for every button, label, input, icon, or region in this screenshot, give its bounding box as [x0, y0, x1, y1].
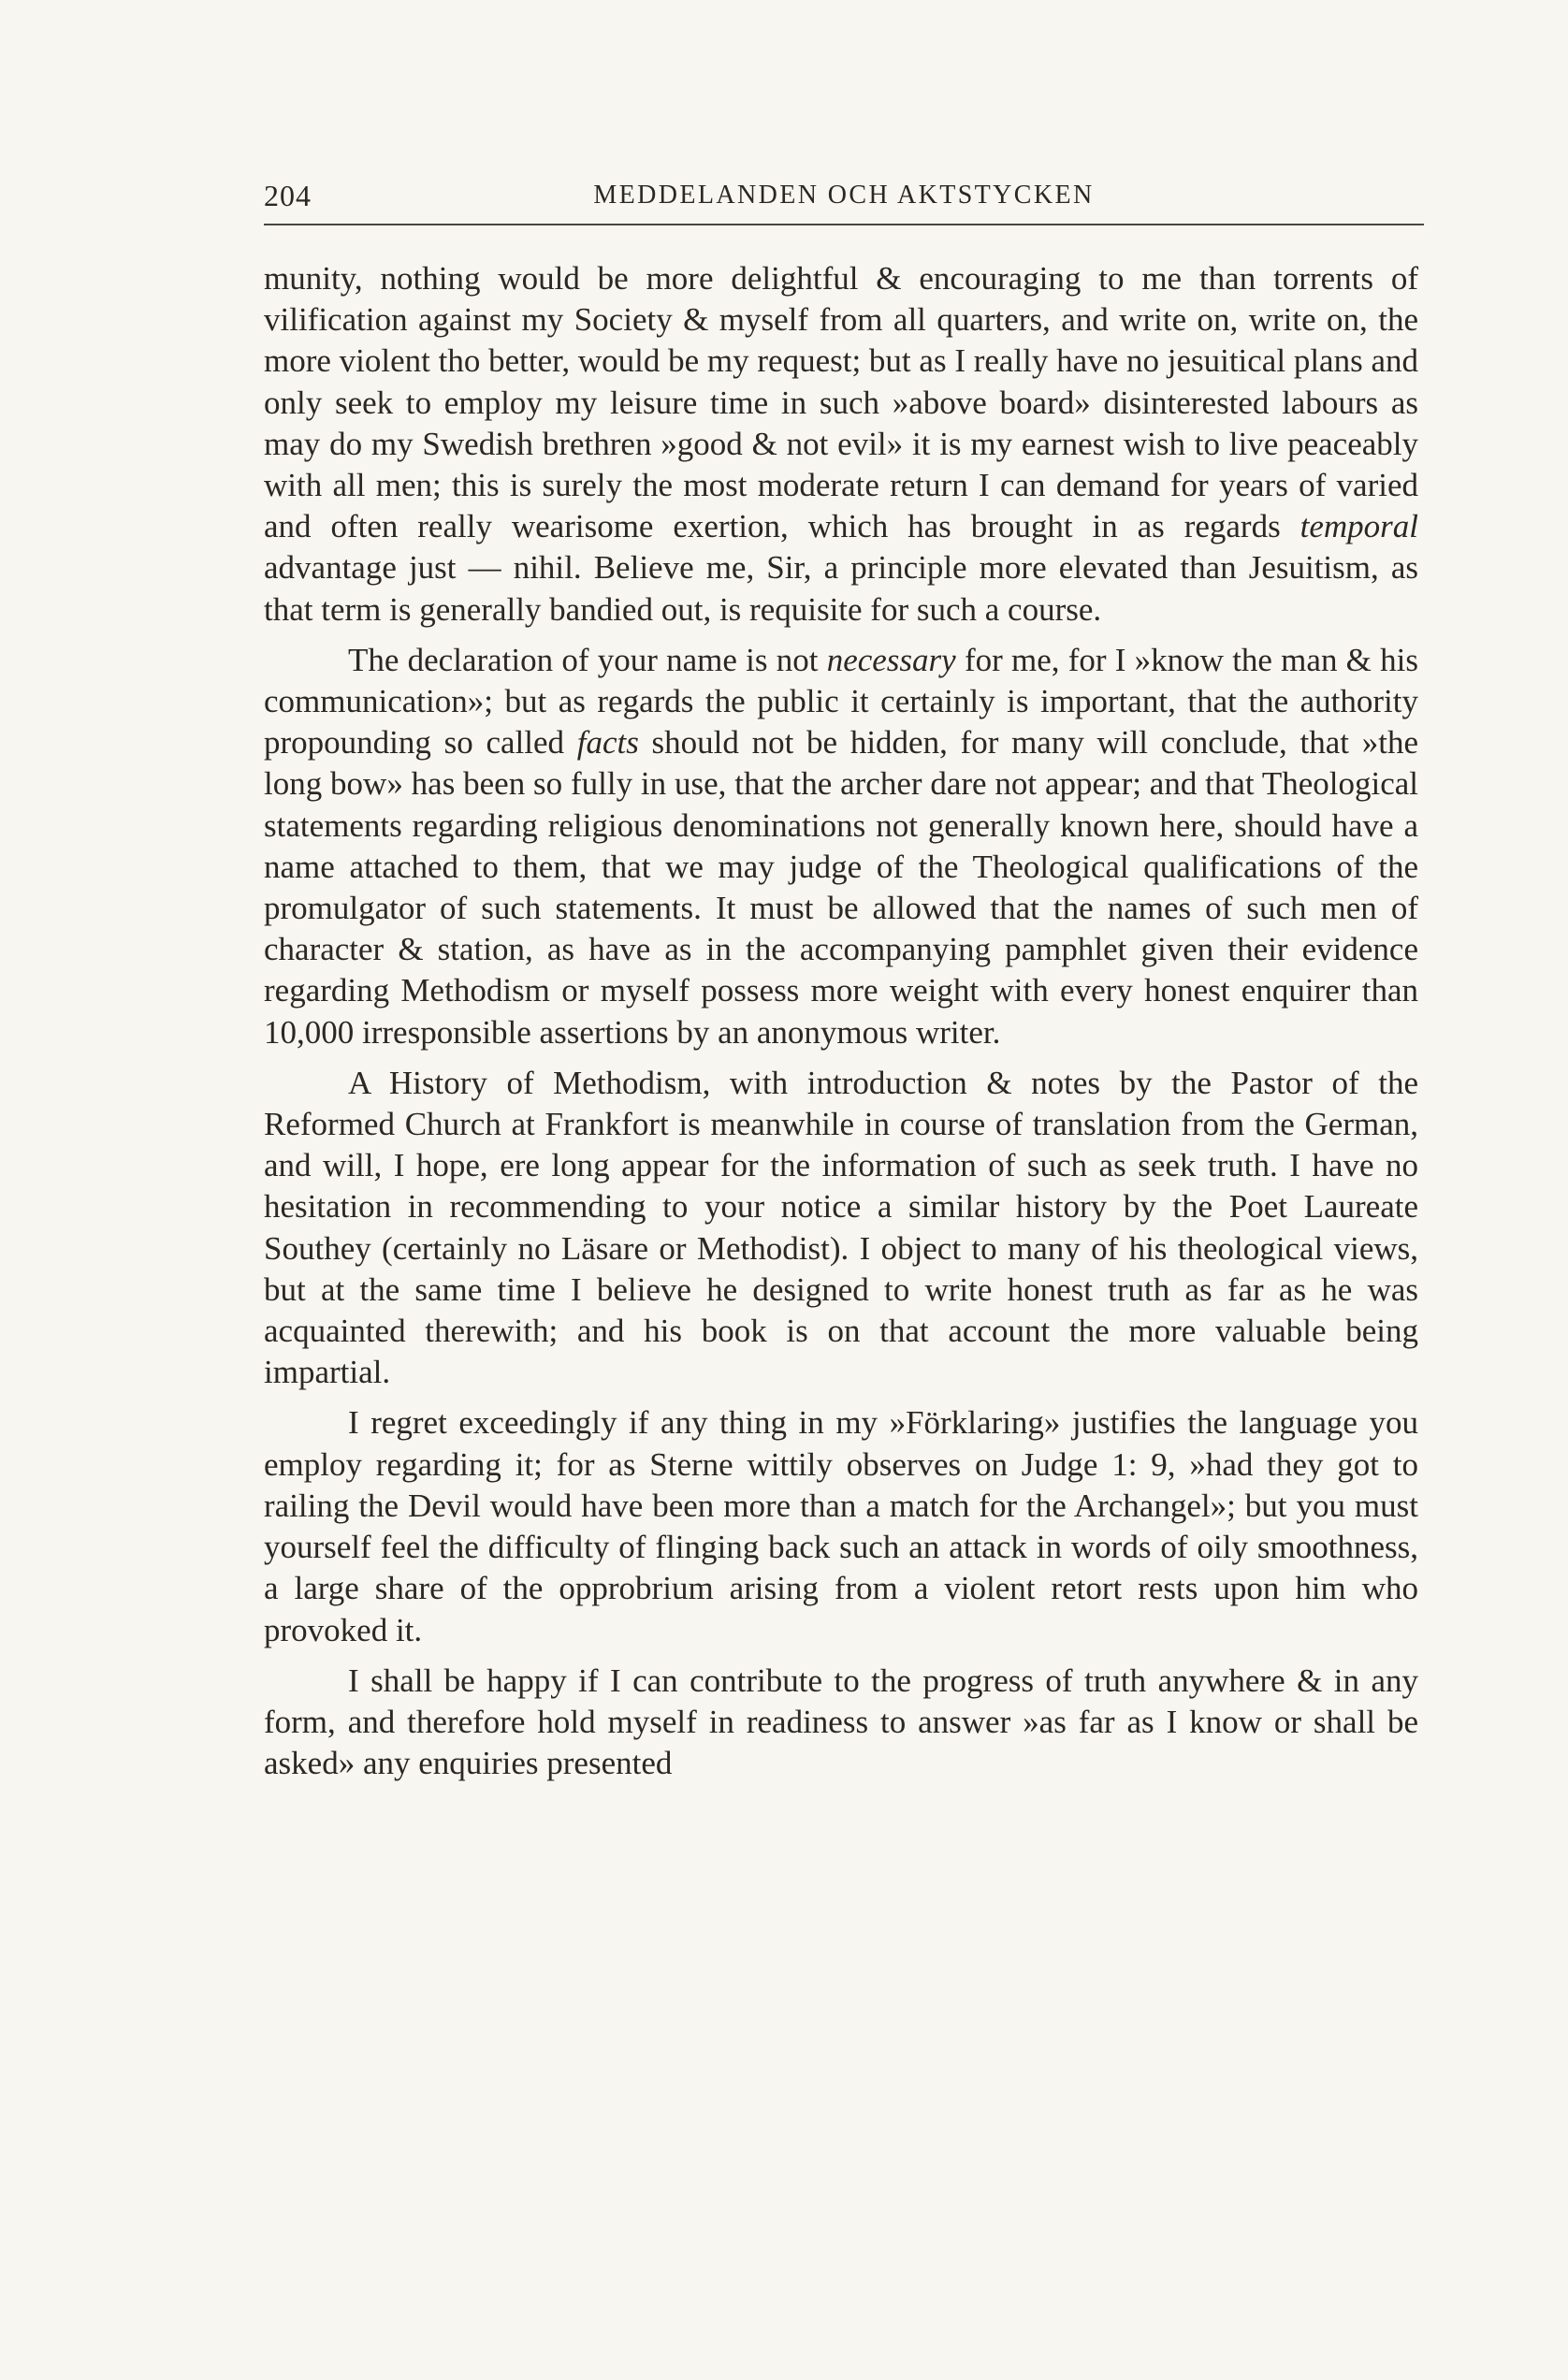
text-run: advantage just — nihil. Believe me, Sir, a principle more elevated than Jesuitism, as that term is generally bandied out, is requisite for such a course.	[264, 549, 1418, 628]
text-run: for me, for I »know the man & his communication»; but as regards the public it certainly is important, that the authority propounding so called	[264, 641, 1418, 762]
text-run: I regret exceedingly if any thing in my »Förklaring» justifies the language you employ regarding it; for as Sterne wittily observes on Judge 1: 9, »had they got to railing the Devil would have been more than a match for the Archangel»; but you must yourself feel the difficulty of flinging back such an attack in words of oily smoothness, a large share of the opprobrium arising from a violent retort rests upon him who provoked it.	[264, 1404, 1418, 1648]
paragraph	[264, 258, 1418, 631]
paragraph	[264, 1402, 1418, 1650]
text-run: should not be hidden, for many will conclude, that »the long bow» has been so fully in use, that the archer dare not appear; and that Theological statements regarding religious denominations not generally known here, should have a name attached to them, that we may judge of the Theological qualifications of the promulgator of such statements. It must be allowed that the names of such men of character & station, as have as in the accompanying pamphlet given their evidence regarding Methodism or myself possess more weight with every honest enquirer than 10,000 irresponsible assertions by an anonymous writer.	[264, 724, 1418, 1051]
text-run: munity, nothing would be more delightful & encouraging to me than torrents of vilification against my Society & myself from all quarters, and write on, write on, the more violent tho better, would be my request; but as I really have no jesuitical plans and only seek to employ my leisure time in such »above board» disinterested labours as may do my Swedish brethren »good & not evil» it is my earnest wish to live peaceably with all men; this is surely the most moderate return I can demand for years of varied and often really wearisome exertion, which has brought in as regards	[264, 260, 1418, 545]
body-text	[264, 258, 1418, 1784]
italic-term: necessary	[826, 641, 956, 678]
text-run: I shall be happy if I can contribute to the progress of truth anywhere & in any form, and therefore hold myself in readiness to answer »as far as I know or shall be asked» any enquiries presented	[264, 1662, 1418, 1782]
text-run: The declaration of your name is not	[348, 641, 827, 678]
paragraph	[264, 1661, 1418, 1785]
italic-term: temporal	[1299, 508, 1418, 545]
running-head	[264, 171, 1424, 225]
text-run: A History of Methodism, with introduction & notes by the Pastor of the Reformed Church at Frankfort is meanwhile in course of translation from the German, and will, I hope, ere long appear for the information of such as seek truth. I have no hesitation in recommending to your notice a similar history by the Poet Laureate Southey (certainly no Läsare or Methodist). I object to many of his theological views, but at the same time I believe he designed to write honest truth as far as he was acquainted therewith; and his book is on that account the more valuable being impartial.	[264, 1064, 1418, 1391]
running-title: MEDDELANDEN OCH AKTSTYCKEN	[593, 181, 1095, 210]
paragraph	[264, 1063, 1418, 1394]
paragraph	[264, 640, 1418, 1053]
page-number: 204	[264, 179, 312, 212]
italic-term: facts	[576, 724, 639, 762]
